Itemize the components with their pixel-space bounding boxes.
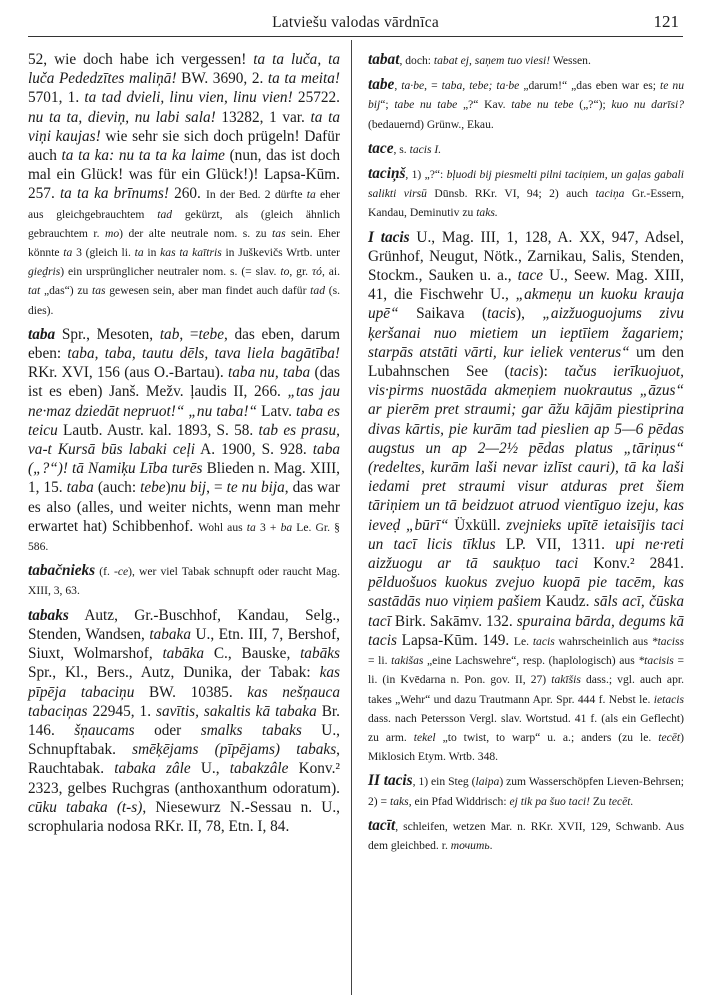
entry-text: 52, wie doch habe ich vergessen! [28, 51, 254, 68]
entry-text: gekürzt, als (gleich ähnlich gebrauchtem r. [28, 207, 341, 240]
entry-text: šņaucams [74, 721, 135, 739]
entry-text: ej tik pa šuo taci! [509, 794, 590, 808]
entry-text: RKr. XVI, 156 (aus O.-Bartau). [28, 364, 229, 382]
entry-text: „darum!“ „das eben war es; [519, 79, 661, 93]
entry-text: te nu bij [368, 79, 685, 112]
headword: tace [368, 139, 394, 157]
dictionary-entry [28, 606, 340, 836]
entry-text: tab es prasu, va-t Kursā būs labaki ceļi [28, 421, 340, 459]
entry-text: savītis, sakaltis kā tabaka [156, 702, 317, 720]
entry-text: ), [516, 305, 543, 323]
entry-text: tad [157, 207, 173, 221]
entry-text: Spr., Kl., Bers., Autz, Dunika, der Tabak: [28, 664, 320, 682]
entry-text: Gr.-Essern, Kandau, Deminutiv zu [368, 187, 685, 220]
entry-text: taba („?“)! tā Namiķu Lība turēs [28, 441, 340, 478]
entry-text: , 1) „?“: [405, 168, 447, 182]
entry-text: tacis [487, 305, 517, 323]
entry-text: oder [134, 721, 201, 739]
entry-text: tabat ej, saņem tuo viesi! [433, 54, 551, 67]
entry-text: 3 + [255, 520, 281, 534]
entry-text: Konv.² 2841. [578, 555, 684, 573]
entry-text: ietacis [653, 692, 684, 706]
entry-text: “; [380, 98, 395, 112]
dictionary-entry [28, 50, 340, 319]
entry-text: sein. Eher könnte [28, 226, 340, 260]
entry-text: taciņa [595, 187, 625, 201]
entry-text: ) der alte neutrale nom. s. zu [119, 226, 273, 240]
entry-text: gewesen sein, aber man findet auch dafür [105, 284, 311, 298]
entry-text: „tas jau ne·maz dziedāt nepruot!“ „nu taba!“ [28, 383, 340, 420]
entry-text: , ai. [321, 265, 340, 279]
entry-text: *taciss [651, 634, 684, 648]
entry-text: taba es teicu [28, 402, 340, 439]
entry-text: takišas [391, 654, 424, 668]
entry-text: wahrscheinlich aus [554, 634, 652, 648]
entry-text: Saikava ( [398, 305, 488, 323]
entry-text: takīšis [551, 673, 581, 687]
entry-text: LP. VII, 1311. [495, 535, 616, 553]
entry-text: tebe [198, 325, 224, 343]
entry-text: tacis I. [409, 142, 442, 156]
entry-text: = li. (in Kvēdarna n. Pon. gov. II, 27) [368, 654, 684, 687]
entry-text: τό [311, 265, 322, 279]
entry-text: , [394, 79, 402, 93]
entry-text: tabe nu tabe [394, 98, 458, 112]
headword: tabačnieks [28, 562, 96, 580]
entry-text: Br. 146. [28, 702, 340, 739]
entry-text: tabāka [162, 645, 205, 663]
entry-text: dass. nach Petersson Vergl. slav. Wortstud. 41 f. (als ein Geflecht) zu arm. [368, 711, 684, 744]
entry-text: zvejnieks upītē ietaisījis taci un tacī licis tīklus [368, 516, 684, 553]
entry-text: tab [159, 325, 180, 343]
entry-text: „das“) zu [40, 284, 92, 298]
entry-text: , das eben, darum eben: [28, 325, 341, 363]
dictionary-entry [28, 325, 340, 555]
right-column [368, 50, 684, 854]
entry-text: ta ta ka: nu ta ta ka laime [61, 147, 225, 165]
entry-text: sāls acī, čūska tacī [368, 593, 684, 630]
entry-text: taba nu, taba [228, 364, 311, 382]
entry-text: „eine Lachswehre“, resp. (haplologisch) aus [423, 654, 639, 668]
entry-text: tabaka zâle [114, 760, 191, 778]
entry-text: , Niesewurz N.-Sessau n. U., scrophularia nodosa RKr. II, 78, Etn. I, 84. [28, 798, 340, 835]
headword: tabe [368, 76, 395, 94]
entry-text: 13282, 1 var. [215, 108, 311, 126]
entry-text: Blieden n. Mag. XIII, 1, 15. [28, 460, 340, 497]
entry-text: A. 1900, S. 928. [194, 441, 313, 459]
headword: taba [28, 325, 56, 343]
entry-text: 5701, 1. [28, 89, 85, 107]
entry-text: ta tad dvieli, linu vien, linu vien! [84, 89, 293, 107]
entry-text: ta [246, 520, 256, 534]
headword: tabaks [28, 606, 69, 624]
entry-text: taba, taba, tautu dēls, tava liela bagātība! [67, 345, 341, 363]
entry-text: , 1) ein Steg ( [412, 775, 476, 789]
entry-text: (f. [95, 565, 114, 579]
entry-text: smēķējams (pīpējams) tabaks [132, 741, 337, 759]
entry-text: . [489, 838, 493, 852]
entry-text: U., Etn. III, 7, Bershof, Siuxt, Wolmarshof, [28, 625, 340, 663]
column-divider [351, 40, 352, 995]
entry-text: ) ein ursprünglicher neutraler nom. s. (= slav. [60, 265, 281, 279]
entry-text: smalks tabaks [200, 721, 302, 739]
entry-text: BW. 3690, 2. [176, 70, 268, 88]
entry-text: Le. Gr. § 586. [28, 520, 340, 554]
entry-text: , Rauchtabak. [28, 741, 340, 778]
entry-text: точить [450, 838, 490, 852]
entry-text: tace [517, 267, 544, 285]
entry-text: „to twist, to warp“ u. a.; anders (zu le. [435, 730, 659, 744]
entry-text: C., Bauske, [204, 645, 301, 663]
entry-text: U., Schnupftabak. [28, 721, 340, 759]
entry-text: nu bij [170, 479, 207, 497]
entry-text: 25722. [292, 89, 340, 107]
dictionary-entry [368, 50, 684, 69]
entry-text: laipa [475, 775, 500, 789]
entry-text: tabakzâle [229, 760, 289, 778]
entry-text: eher aus gleichgebrauchtem [28, 188, 340, 221]
entry-text: Autz, Gr.-Buschhof, Kandau, Selg., Stenden, Wandsen, [28, 606, 340, 643]
entry-text: Dūnsb. RKr. VI, 94; 2) auch [426, 187, 596, 201]
entry-text: tačus ierīkuojuot, vis·pirms nuostāda akmeņiem nuokrautus „āzus“ ar pierēm pret straumi; gar āžu kājām piestiprina divas kārtis, pie kurām tad pieslien ap 5—6 pēdas augstus un ap 2—2½ pēdas platus „tāriņus“ (redeltes, kurām laši nevar izlīst cauri), tā ka laši iedami pret straumi visur atduras pret šiem tāriņiem un tā beidzuot atruod vientīguo izeju, kas ieveḍ „būrī“ [368, 363, 685, 534]
entry-text: „aizžuoguojums zivu ķeršanai nuo mietiem un ieptīiem žagariem; starpās atstāti vārti, kur ieliek venterus“ [368, 305, 684, 361]
entry-text: tacis [509, 363, 539, 381]
entry-text: BW. 10385. [134, 683, 248, 701]
entry-text: ta [306, 188, 316, 202]
entry-text: Spr., Mesoten, [55, 325, 160, 343]
entry-text: Konv.² 2323, gelbes Ruchgras (anthoxanthum odoratum). [28, 760, 340, 797]
dictionary-entry [28, 561, 340, 599]
entry-text: Lautb. Austr. kal. 1893, S. 58. [57, 421, 259, 439]
entry-text: tad [310, 284, 325, 298]
entry-text: „akmeņu un kuoku krauja upē“ [368, 286, 685, 323]
entry-text: um den Lubahnschen See ( [368, 343, 684, 381]
entry-text: tabe nu tebe [511, 98, 574, 112]
entry-text: tacis [532, 634, 555, 648]
entry-text: U., Mag. III, 1, 128, A. XX, 947, Adsel, Grünhof, Neugut, Nötk., Zarnikau, Salis, Stenden, Stockm., Sauken u. a., [368, 228, 684, 285]
entry-text: ), wer viel Tabak schnupft oder raucht Mag. XIII, 3, 63. [28, 565, 341, 598]
entry-text: in Juškevičs Wrtb. unter [221, 246, 340, 260]
entry-text: , ein Pfad Widdrisch: [408, 794, 510, 808]
dictionary-entry [368, 816, 684, 854]
entry-text: (s. dies). [28, 284, 341, 317]
headword: tacīt [368, 816, 396, 834]
entry-text: ) Miklosich Etym. Wrtb. 348. [368, 730, 684, 764]
entry-text: ta [134, 246, 144, 260]
entry-text: ta ta luča, ta luča Pededzītes maliņā! [28, 51, 340, 88]
entry-text: -ce [113, 565, 129, 579]
headword: taciņš [368, 165, 406, 183]
entry-text: „?“ Kav. [457, 98, 512, 112]
entry-text: kuo nu darīsi? [611, 98, 684, 112]
entry-text: Zu [589, 794, 609, 808]
dictionary-entry [368, 139, 684, 158]
dictionary-entry [368, 164, 684, 222]
entry-text: mo [104, 226, 120, 240]
entry-text: (auch: [93, 479, 141, 497]
entry-text: , das war es also (alles, und weiter nichts, wenn man mehr erwartet hat) Schibbenhof. [28, 479, 340, 535]
entry-text: Birk. Sakāmv. 132. [390, 612, 517, 630]
entry-text: ta ta viņi kaujas! [28, 108, 340, 145]
entry-text: in [143, 246, 161, 260]
entry-text: (das ist es eben) Janš. Mežv. ļaudis II, 266. [28, 364, 340, 401]
entry-text: U., [190, 760, 230, 778]
entry-text: tecēt. [608, 794, 634, 808]
dictionary-entry [368, 228, 684, 766]
entry-text: , = [179, 325, 199, 343]
entry-text: ta·be [401, 79, 425, 93]
entry-text: dass.; vgl. auch apr. takes „Wehr“ und dazu Trautmann Apr. Spr. 444 f. Nebst le. [368, 673, 684, 706]
entry-text: ): [538, 363, 565, 381]
entry-text: Latv. [257, 402, 297, 420]
entry-text: tat [28, 284, 41, 298]
entry-text: tas [92, 284, 106, 298]
entry-text: , = [206, 479, 227, 497]
page-header-title: Latviešu valodas vārdnīca [272, 14, 439, 31]
entry-text: Üxküll. [448, 516, 507, 534]
entry-text: to [280, 265, 290, 279]
entry-text: Kaudz. [541, 593, 594, 611]
headword: tabat [368, 51, 400, 68]
entry-text: tekel [413, 730, 436, 744]
entry-text: U., Seew. Mag. XIII, 41, die Fischwehr U., [368, 267, 684, 304]
entry-text: 3 (gleich li. [72, 246, 135, 260]
entry-text: nu ta ta, dieviņ, nu labi sala! [28, 108, 216, 126]
entry-text: („?“); [573, 98, 612, 112]
entry-text: tebe [140, 479, 166, 497]
entry-text: upi ne·reti aizžuogu ar tā saukṭuo taci [368, 535, 684, 573]
entry-text: 22945, 1. [87, 702, 157, 720]
entry-text: = li. [368, 654, 392, 668]
entry-text: ba [280, 520, 293, 534]
entry-text: In der Bed. 2 dürfte [206, 188, 307, 202]
entry-text: wie sehr sie sich doch prügeln! Dafür auch [28, 127, 340, 165]
entry-text: ) [165, 479, 171, 497]
entry-text: kas nešņauca tabaciņas [28, 683, 340, 720]
entry-text: pēlduošuos kuokus zvejuo kuopā pie tacēm, kas sastādās nuo viņiem pašiem [368, 574, 684, 611]
dictionary-entry [368, 75, 684, 133]
entry-text: tabaka [149, 625, 191, 643]
entry-text: ta [63, 246, 73, 260]
headword: I tacis [368, 228, 410, 246]
entry-text: Wohl aus [198, 520, 247, 534]
entry-text: bļuodi bij piesmelti pilni taciņiem, un gaļas gabali salikti virsū [368, 168, 684, 201]
page-header [28, 8, 683, 37]
entry-text: kas ta kaītris [160, 246, 222, 260]
entry-text: *tacisis [638, 654, 674, 668]
entry-text: taba [66, 479, 94, 497]
entry-text: , schleifen, wetzen Mar. n. RKr. XVII, 129, Schwanb. Aus dem gleichbed. r. [368, 819, 684, 852]
entry-text: 260. [168, 185, 207, 203]
entry-text: , = [424, 79, 442, 93]
entry-text: Le. [513, 634, 533, 648]
entry-text: spuraina bārda, degums kā tacis [368, 612, 684, 649]
entry-text: gieḓris [28, 265, 61, 279]
entry-text: , s. [393, 142, 410, 156]
entry-text: taks [390, 794, 409, 808]
entry-text: , doch: [399, 54, 434, 67]
entry-text: Wessen. [550, 54, 591, 67]
dictionary-entry [368, 771, 684, 809]
entry-text: ta ta ka brīnums! [59, 185, 169, 203]
entry-text: (bedauernd) Grünw., Ekau. [368, 117, 494, 131]
entry-text: , gr. [289, 265, 312, 279]
entry-text: tas [272, 226, 286, 240]
left-column [28, 50, 340, 836]
entry-text: tabāks [300, 645, 341, 663]
entry-text: taks. [476, 206, 498, 220]
entry-text: (nun, das ist doch mal ein Glück! was für ein Glück!)! Lapsa-Kūm. 257. [28, 147, 340, 203]
headword: II tacis [368, 772, 413, 790]
entry-text: te nu bija [226, 479, 285, 497]
entry-text: taba, tebe; ta·be [441, 79, 520, 93]
entry-text: ) zum Wasserschöpfen Lieven-Behrsen; 2) = [368, 775, 684, 808]
entry-text: kas pīpēja tabaciņu [28, 664, 340, 701]
entry-text: cūku tabaka (t-s) [28, 798, 143, 816]
entry-text: tecēt [658, 730, 681, 744]
entry-text: Lapsa-Kūm. 149. [396, 631, 514, 649]
entry-text: ta ta meita! [267, 70, 340, 88]
page-number: 121 [653, 12, 679, 31]
